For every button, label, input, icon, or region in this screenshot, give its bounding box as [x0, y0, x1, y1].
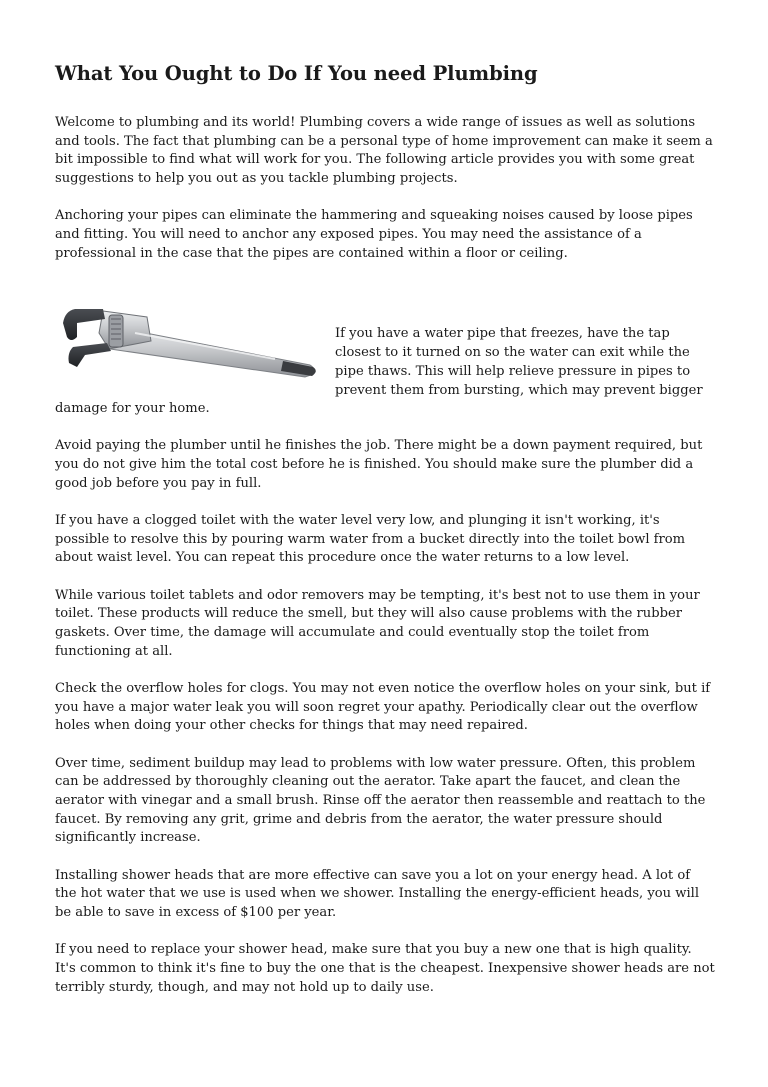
paragraph-frozen-pipe: If you have a water pipe that freezes, have the tap closest to it turned on so the water can exit while the pipe thaws. This will help relieve pressure in pipes to prevent them from bursting, which may prevent bigger damage for your home.	[55, 326, 703, 417]
image-section	[55, 297, 715, 419]
paragraph-clogged-toilet: If you have a clogged toilet with the water level very low, and plunging it isn't working, it's possible to resolve this by pouring warm water from a bucket directly into the toilet bowl from about waist level. You can repeat this procedure once the water returns to a low level.	[55, 513, 686, 566]
paragraph-sediment: Over time, sediment buildup may lead to problems with low water pressure. Often, this problem can be addressed by thoroughly cleaning out the aerator. Take apart the faucet, and clean the aerator with vinegar and a small brush. Rinse off the aerator then reassemble and reattach to the faucet. By removing any grit, grime and debris from the aerator, the water pressure should significantly increase.	[55, 755, 706, 846]
pipe-wrench-image	[55, 297, 325, 389]
document-page	[55, 0, 715, 1016]
paragraph-intro: Welcome to plumbing and its world! Plumbing covers a wide range of issues as well as solutions and tools. The fact that plumbing can be a personal type of home improvement can make it seem a bit impossible to find what will work for you. The following article provides you with some great suggestions to help you out as you tackle plumbing projects.	[55, 115, 713, 187]
paragraph-anchoring: Anchoring your pipes can eliminate the hammering and squeaking noises caused by loose pipes and fitting. You will need to anchor any exposed pipes. You may need the assistance of a professional in the case that the pipes are contained within a floor or ceiling.	[55, 208, 693, 261]
paragraph-toilet-tablets: While various toilet tablets and odor removers may be tempting, it's best not to use them in your toilet. These products will reduce the smell, but they will also cause problems with the rubber gaskets. Over time, the damage will accumulate and could eventually stop the toilet from functioning at all.	[55, 587, 700, 659]
document-title: What You Ought to Do If You need Plumbing	[55, 62, 538, 85]
paragraph-overflow-holes: Check the overflow holes for clogs. You may not even notice the overflow holes on your sink, but if you have a major water leak you will soon regret your apathy. Periodically clear out the overflow holes when doing your other checks for things that may need repaired.	[55, 680, 711, 734]
paragraph-replace-shower-head: If you need to replace your shower head, make sure that you buy a new one that is high quality. It's common to think it's fine to buy the one that is the cheapest. Inexpensive shower heads are not terribly sturdy, though, and may not hold up to daily use.	[55, 942, 715, 995]
paragraph-shower-heads: Installing shower heads that are more effective can save you a lot on your energy head. A lot of the hot water that we use is used when we shower. Installing the energy-efficient heads, you will be able to save in excess of $100 per year.	[55, 867, 700, 920]
paragraph-plumber-payment: Avoid paying the plumber until he finishes the job. There might be a down payment required, but you do not give him the total cost before he is finished. You should make sure the plumber did a good job before you pay in full.	[55, 438, 703, 491]
